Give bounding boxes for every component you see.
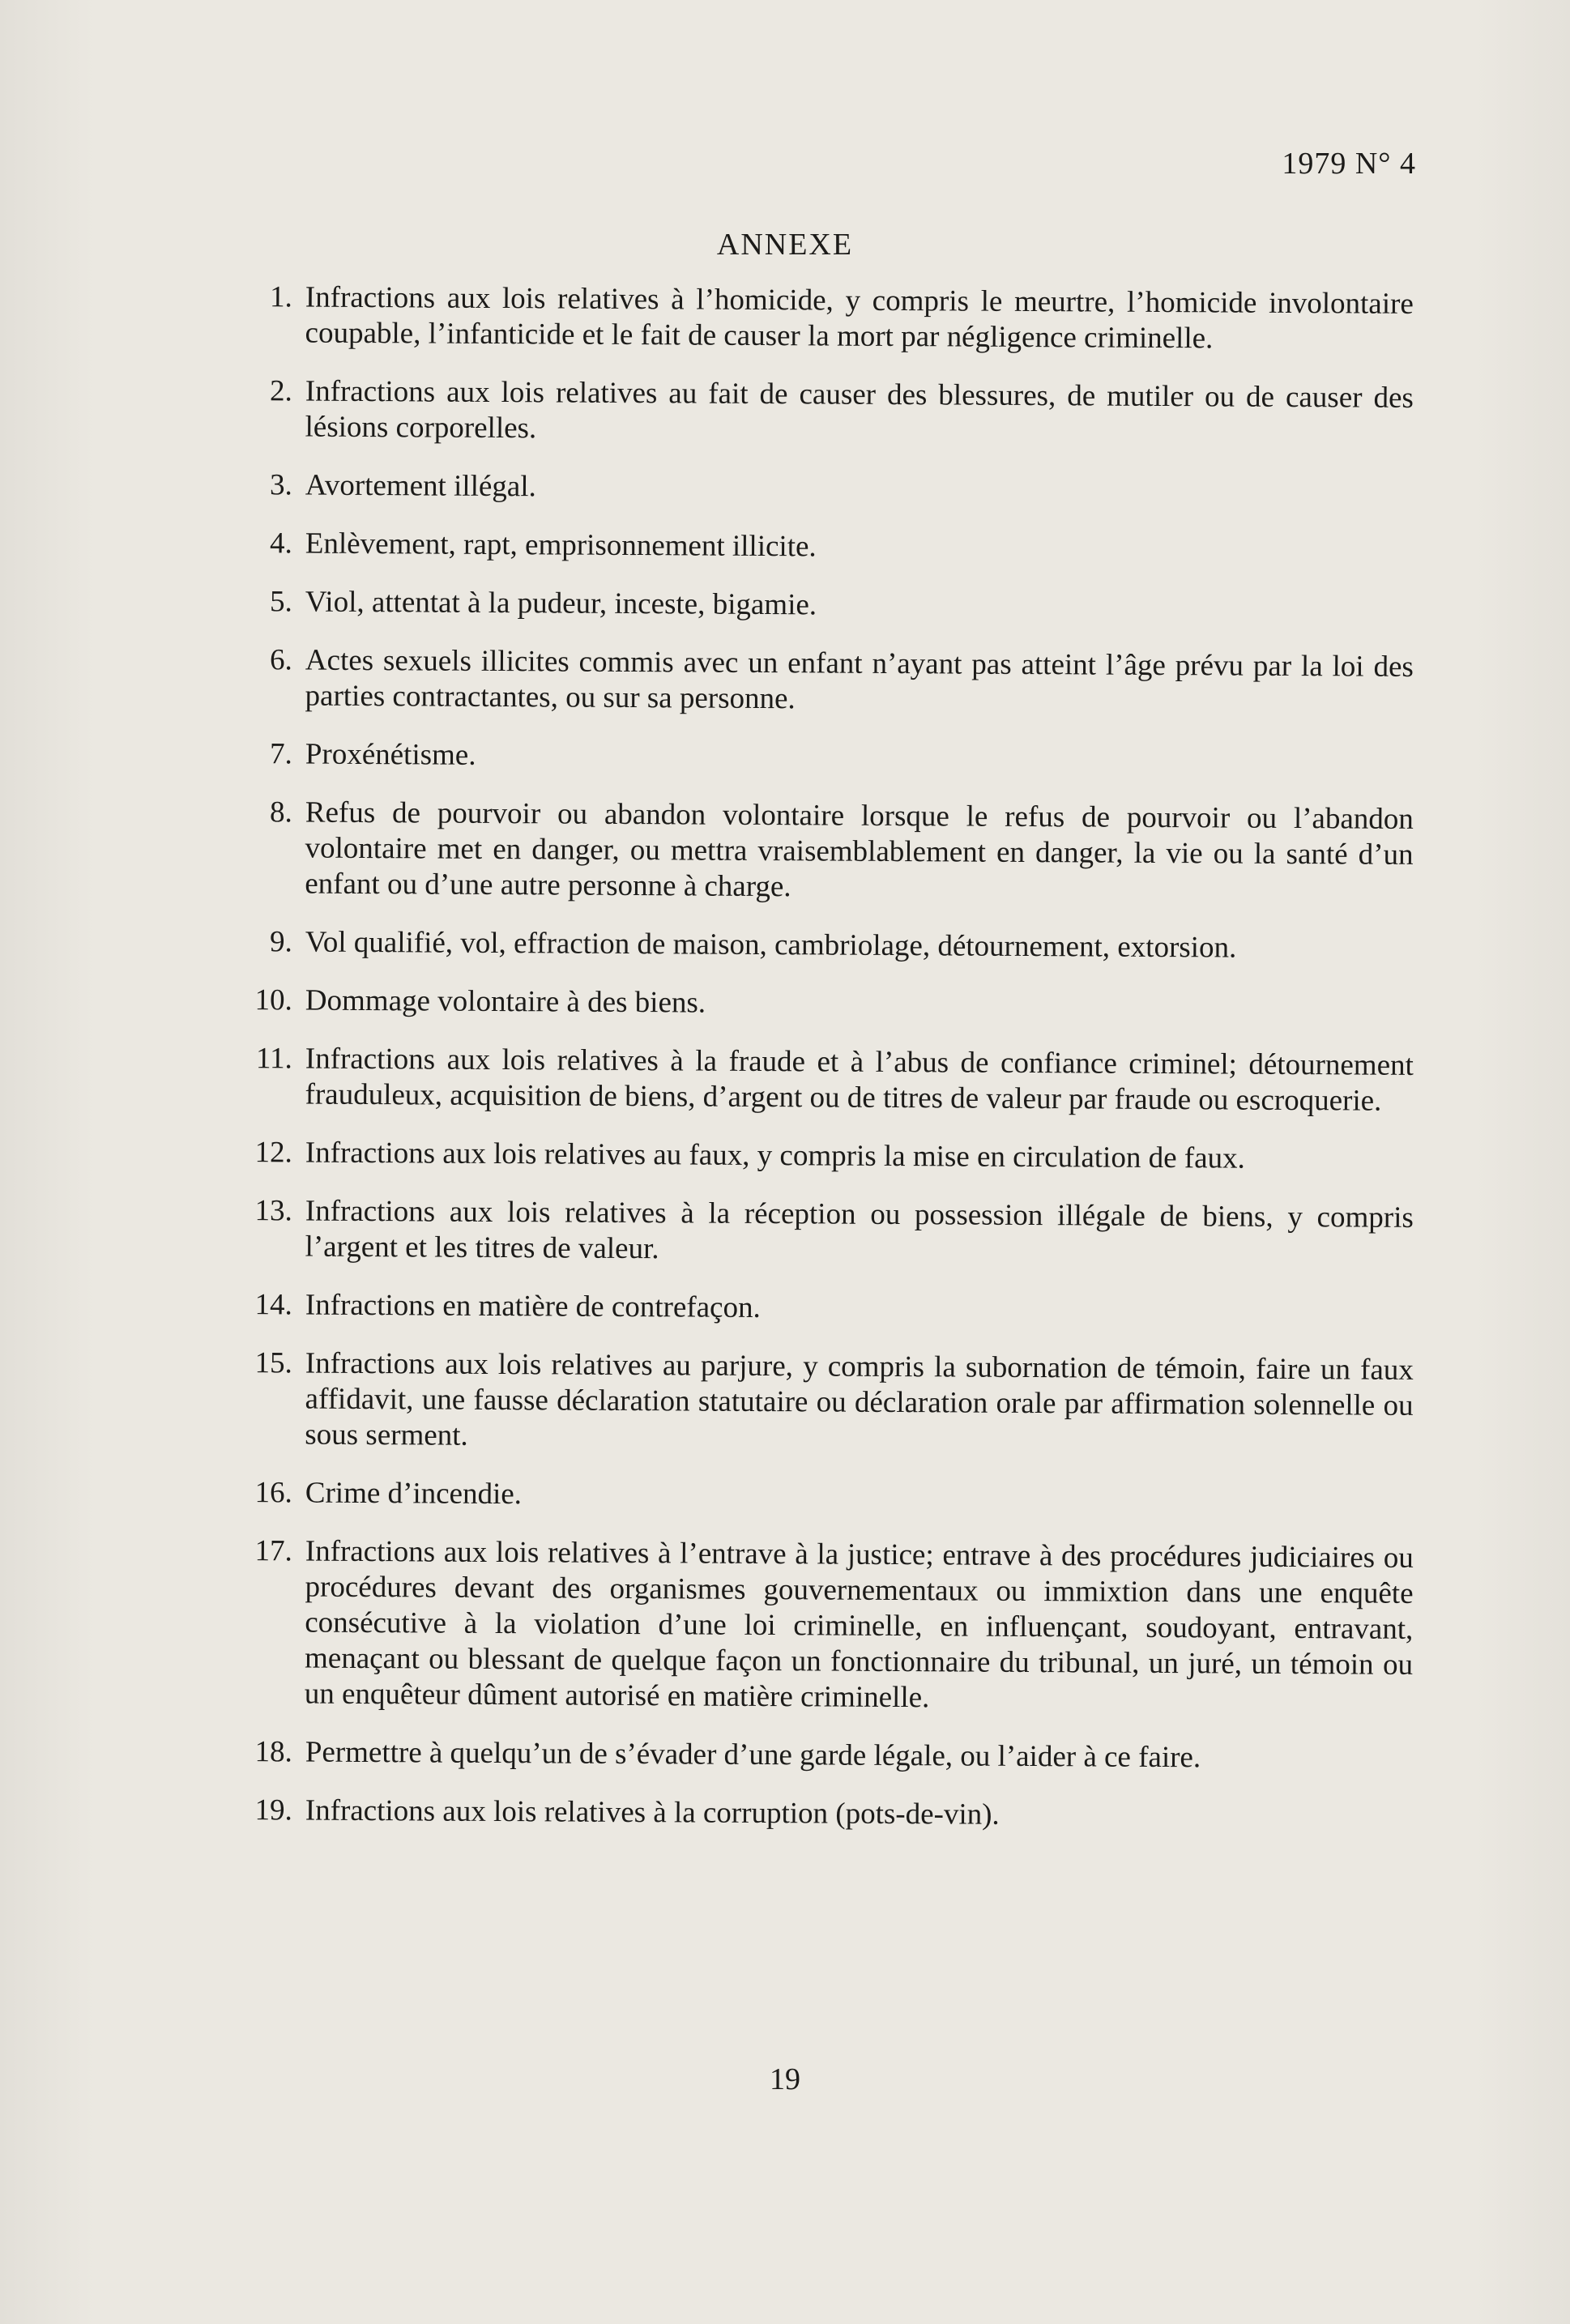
page-title: ANNEXE <box>716 228 854 262</box>
list-item <box>230 279 1414 358</box>
item-number: 4. <box>269 527 292 561</box>
list-item <box>230 795 1414 909</box>
document-reference: 1979 N° 4 <box>1282 147 1416 181</box>
item-text: Infractions aux lois relatives au fait de causer des blessures, de mutiler ou de causer des lésions corporelles. <box>305 374 1414 446</box>
item-text: Infractions aux lois relatives à l’homicide, y compris le meurtre, l’homicide involontaire coupable, l’infanticide et le fait de causer la mort par négligence criminelle. <box>305 280 1414 356</box>
item-number: 12. <box>254 1136 292 1170</box>
list-item <box>231 924 1414 967</box>
item-number: 10. <box>254 983 292 1017</box>
item-text: Proxénétisme. <box>305 737 476 772</box>
list-item <box>231 1135 1414 1178</box>
item-text: Infractions aux lois relatives à la corruption (pots-de-vin). <box>305 1793 1000 1831</box>
item-text: Infractions aux lois relatives à l’entrave à la justice; entrave à des procédures judiciaires ou procédures devant des organismes gouvernementaux ou immixtion dans une enquête consécutive à la violation d’une loi criminelle, en influençant, soudoyant, entravant, menaçant ou blessant de quelque façon un fonctionnaire du tribunal, un juré, un témoin ou un enquêteur dûment autorisé en matière criminelle. <box>304 1534 1414 1715</box>
item-text: Refus de pourvoir ou abandon volontaire lorsque le refus de pourvoir ou l’abandon volontaire met en danger, ou mettra vraisemblablement en danger, la vie ou la santé d’un enfant ou d’une autre personne à charge. <box>305 795 1414 904</box>
list-item <box>231 736 1414 779</box>
item-number: 15. <box>254 1346 292 1380</box>
item-number: 9. <box>269 925 292 959</box>
list-item <box>231 1475 1414 1518</box>
item-number: 16. <box>254 1476 292 1510</box>
item-number: 2. <box>269 374 292 408</box>
item-text: Vol qualifié, vol, effraction de maison, cambriolage, détournement, extorsion. <box>305 925 1237 965</box>
item-text: Infractions aux lois relatives à la fraude et à l’abus de confiance criminel; détournement frauduleux, acquisition de biens, d’argent ou de titres de valeur par fraude ou escroquerie. <box>305 1042 1414 1118</box>
list-item <box>231 1287 1414 1330</box>
list-item <box>231 1734 1414 1777</box>
item-text: Permettre à quelqu’un de s’évader d’une garde légale, ou l’aider à ce faire. <box>305 1735 1201 1775</box>
item-text: Infractions en matière de contrefaçon. <box>305 1288 761 1324</box>
list-item <box>230 1345 1414 1460</box>
offence-list <box>231 279 1414 1851</box>
item-number: 6. <box>269 643 292 677</box>
item-number: 7. <box>269 737 292 771</box>
item-text: Infractions aux lois relatives à la réception ou possession illégale de biens, y compris l’argent et les titres de valeur. <box>305 1194 1414 1266</box>
item-number: 18. <box>254 1735 292 1769</box>
list-item <box>230 1041 1414 1119</box>
item-text: Crime d’incendie. <box>305 1476 523 1512</box>
item-text: Infractions aux lois relatives au parjure, y compris la subornation de témoin, faire un faux affidavit, une fausse déclaration statutaire ou déclaration orale par affirmation solennelle ou sous serment. <box>305 1346 1414 1452</box>
item-number: 8. <box>269 795 292 829</box>
list-item <box>230 642 1414 721</box>
item-number: 3. <box>269 468 292 502</box>
item-number: 5. <box>269 585 292 619</box>
list-item <box>231 983 1414 1026</box>
list-item <box>231 526 1414 569</box>
item-number: 11. <box>255 1042 292 1076</box>
list-item <box>230 1533 1414 1719</box>
item-number: 19. <box>254 1793 292 1827</box>
list-item <box>231 584 1414 627</box>
list-item <box>230 373 1414 452</box>
page-number: 19 <box>770 2062 800 2096</box>
item-number: 17. <box>254 1534 292 1568</box>
list-item <box>231 467 1414 510</box>
item-text: Avortement illégal. <box>305 468 536 504</box>
item-number: 1. <box>269 280 292 314</box>
item-text: Dommage volontaire à des biens. <box>305 983 706 1020</box>
list-item <box>231 1793 1414 1836</box>
list-item <box>230 1193 1414 1272</box>
item-number: 13. <box>254 1194 292 1228</box>
item-text: Actes sexuels illicites commis avec un enfant n’ayant pas atteint l’âge prévu par la loi des parties contractantes, ou sur sa personne. <box>305 643 1414 716</box>
item-text: Infractions aux lois relatives au faux, y compris la mise en circulation de faux. <box>305 1136 1245 1175</box>
item-text: Viol, attentat à la pudeur, inceste, bigamie. <box>305 585 817 622</box>
item-text: Enlèvement, rapt, emprisonnement illicite. <box>305 527 817 564</box>
item-number: 14. <box>254 1288 292 1322</box>
